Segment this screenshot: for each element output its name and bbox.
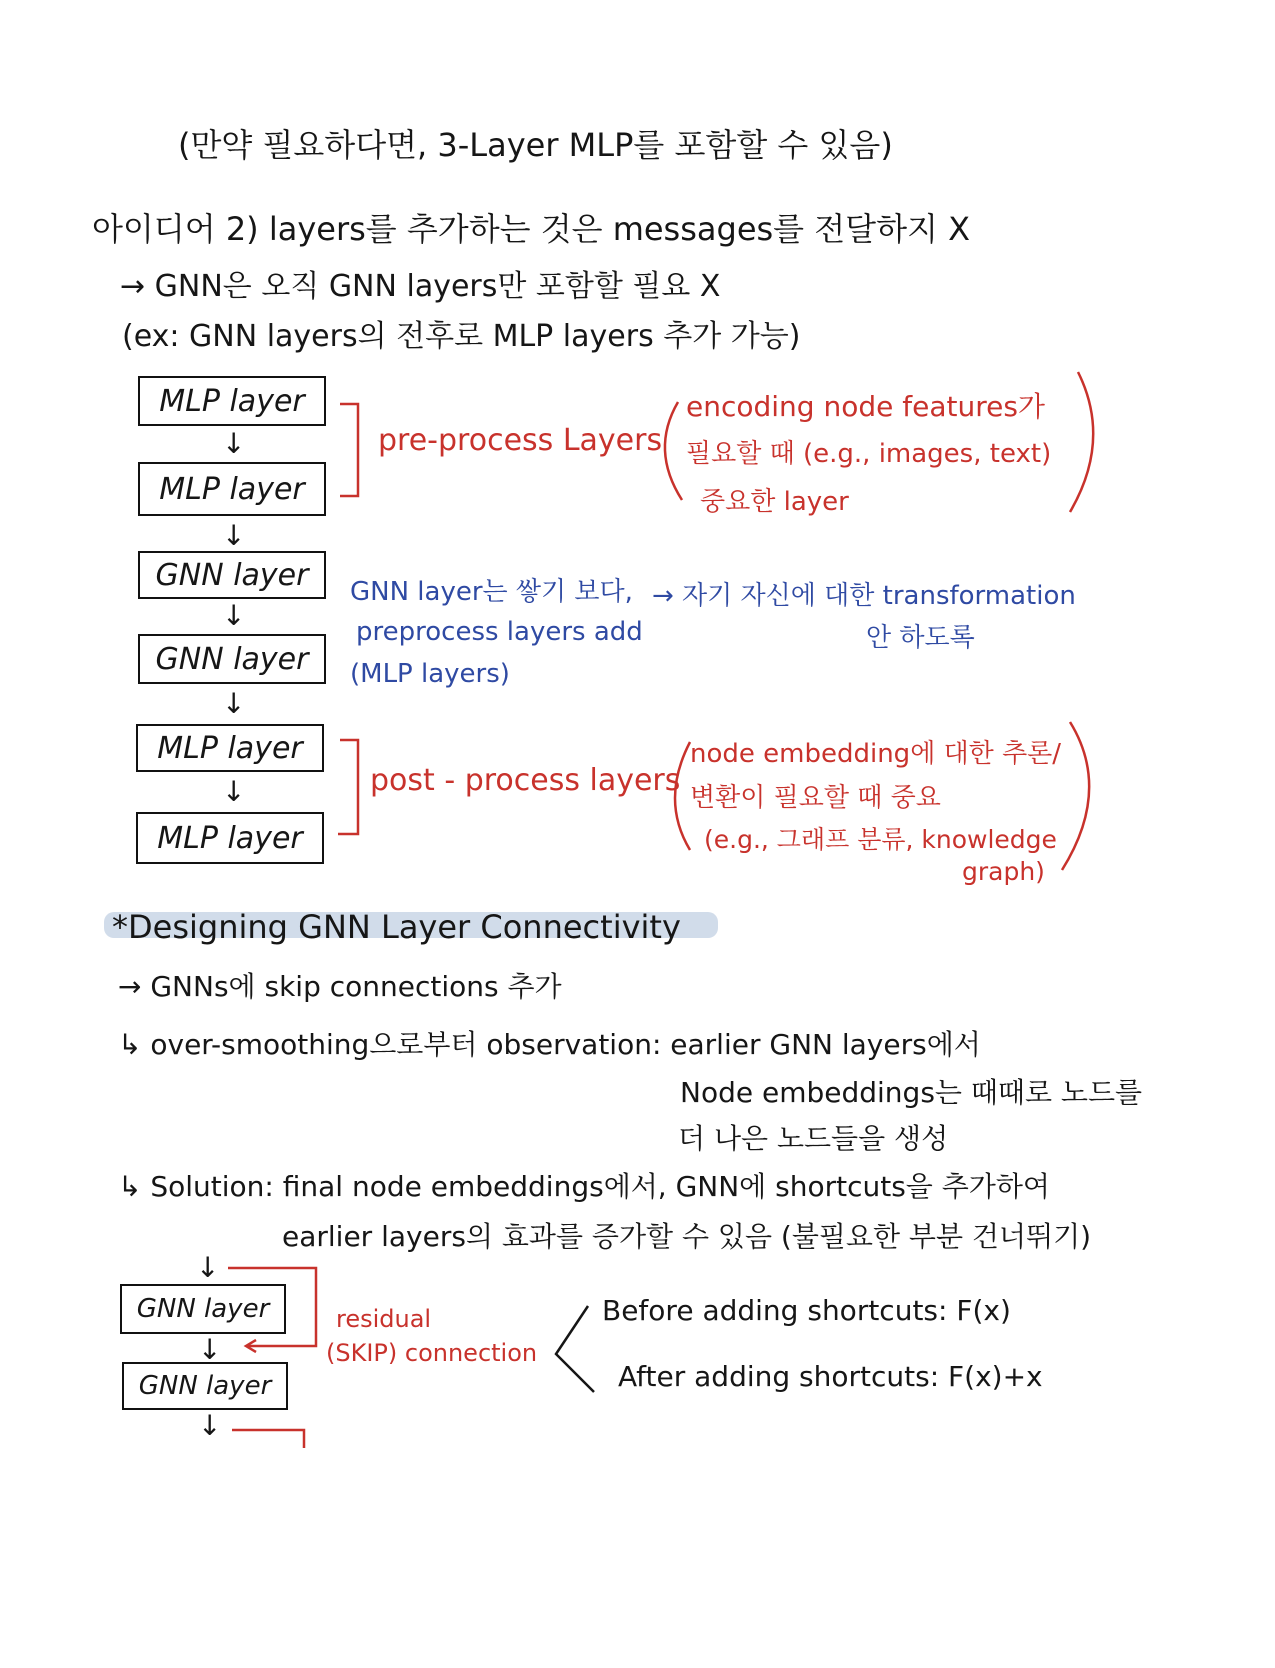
down-arrow-icon: ↓ — [196, 1251, 220, 1284]
mlp-layer-box-4: MLP layer — [136, 812, 324, 864]
section2-line3: Node embeddings는 때때로 노드를 — [680, 1076, 1143, 1109]
postprocess-label: post - process layers — [370, 763, 681, 798]
section2-line1: → GNNs에 skip connections 추가 — [118, 970, 562, 1003]
section2-line2: ↳ over-smoothing으로부터 observation: earlier GNN layers에서 — [118, 1028, 981, 1061]
preprocess-note-2: 필요할 때 (e.g., images, text) — [686, 439, 1052, 469]
residual-label-1: residual — [336, 1305, 432, 1333]
gnn-layer-residual-box-1: GNN layer — [120, 1284, 286, 1334]
section2-line5: ↳ Solution: final node embeddings에서, GNN에 shortcuts을 추가하여 — [118, 1170, 1050, 1203]
down-arrow-icon: ↓ — [222, 519, 246, 552]
preprocess-note-1: encoding node features가 — [686, 390, 1045, 423]
postprocess-note-3: (e.g., 그래프 분류, knowledge — [704, 825, 1057, 854]
mlp-layer-box-3: MLP layer — [136, 724, 324, 772]
postprocess-note-4: graph) — [962, 857, 1045, 886]
section2-heading: *Designing GNN Layer Connectivity — [112, 908, 681, 946]
idea2-line2: → GNN은 오직 GNN layers만 포함할 필요 X — [120, 269, 721, 304]
preprocess-note-3: 중요한 layer — [700, 487, 849, 517]
mlp-layer-box-2: MLP layer — [138, 462, 326, 516]
postprocess-note-1: node embedding에 대한 추론/ — [690, 739, 1062, 769]
header-note: (만약 필요하다면, 3-Layer MLP를 포함할 수 있음) — [178, 126, 893, 164]
down-arrow-icon: ↓ — [198, 1409, 222, 1442]
section2-line6: earlier layers의 효과를 증가할 수 있음 (불필요한 부분 건너뛰기) — [282, 1220, 1092, 1253]
before-shortcuts: Before adding shortcuts: F(x) — [602, 1294, 1011, 1327]
gnn-layer-residual-box-2: GNN layer — [122, 1362, 288, 1410]
gnn-note-line3: (MLP layers) — [350, 659, 510, 689]
idea2-line1: 아이디어 2) layers를 추가하는 것은 messages를 전달하지 X — [92, 210, 970, 248]
gnn-layer-box-2: GNN layer — [138, 634, 326, 684]
gnn-note-line1: GNN layer는 쌓기 보다, — [350, 577, 633, 607]
down-arrow-icon: ↓ — [222, 687, 246, 720]
gnn-note-line2: preprocess layers add — [356, 617, 643, 647]
idea2-line3: (ex: GNN layers의 전후로 MLP layers 추가 가능) — [122, 319, 801, 354]
down-arrow-icon: ↓ — [222, 775, 246, 808]
mlp-layer-box-1: MLP layer — [138, 376, 326, 426]
section2-line4: 더 나은 노드들을 생성 — [678, 1122, 949, 1155]
down-arrow-icon: ↓ — [222, 599, 246, 632]
after-shortcuts: After adding shortcuts: F(x)+x — [618, 1360, 1043, 1393]
residual-label-2: (SKIP) connection — [326, 1339, 538, 1367]
preprocess-label: pre-process Layers — [378, 423, 663, 458]
gnn-note-side2: 안 하도록 — [866, 623, 975, 653]
gnn-note-side1: → 자기 자신에 대한 transformation — [652, 581, 1076, 611]
postprocess-note-2: 변환이 필요할 때 중요 — [690, 783, 941, 813]
down-arrow-icon: ↓ — [198, 1333, 222, 1366]
down-arrow-icon: ↓ — [222, 427, 246, 460]
gnn-layer-box-1: GNN layer — [138, 551, 326, 599]
